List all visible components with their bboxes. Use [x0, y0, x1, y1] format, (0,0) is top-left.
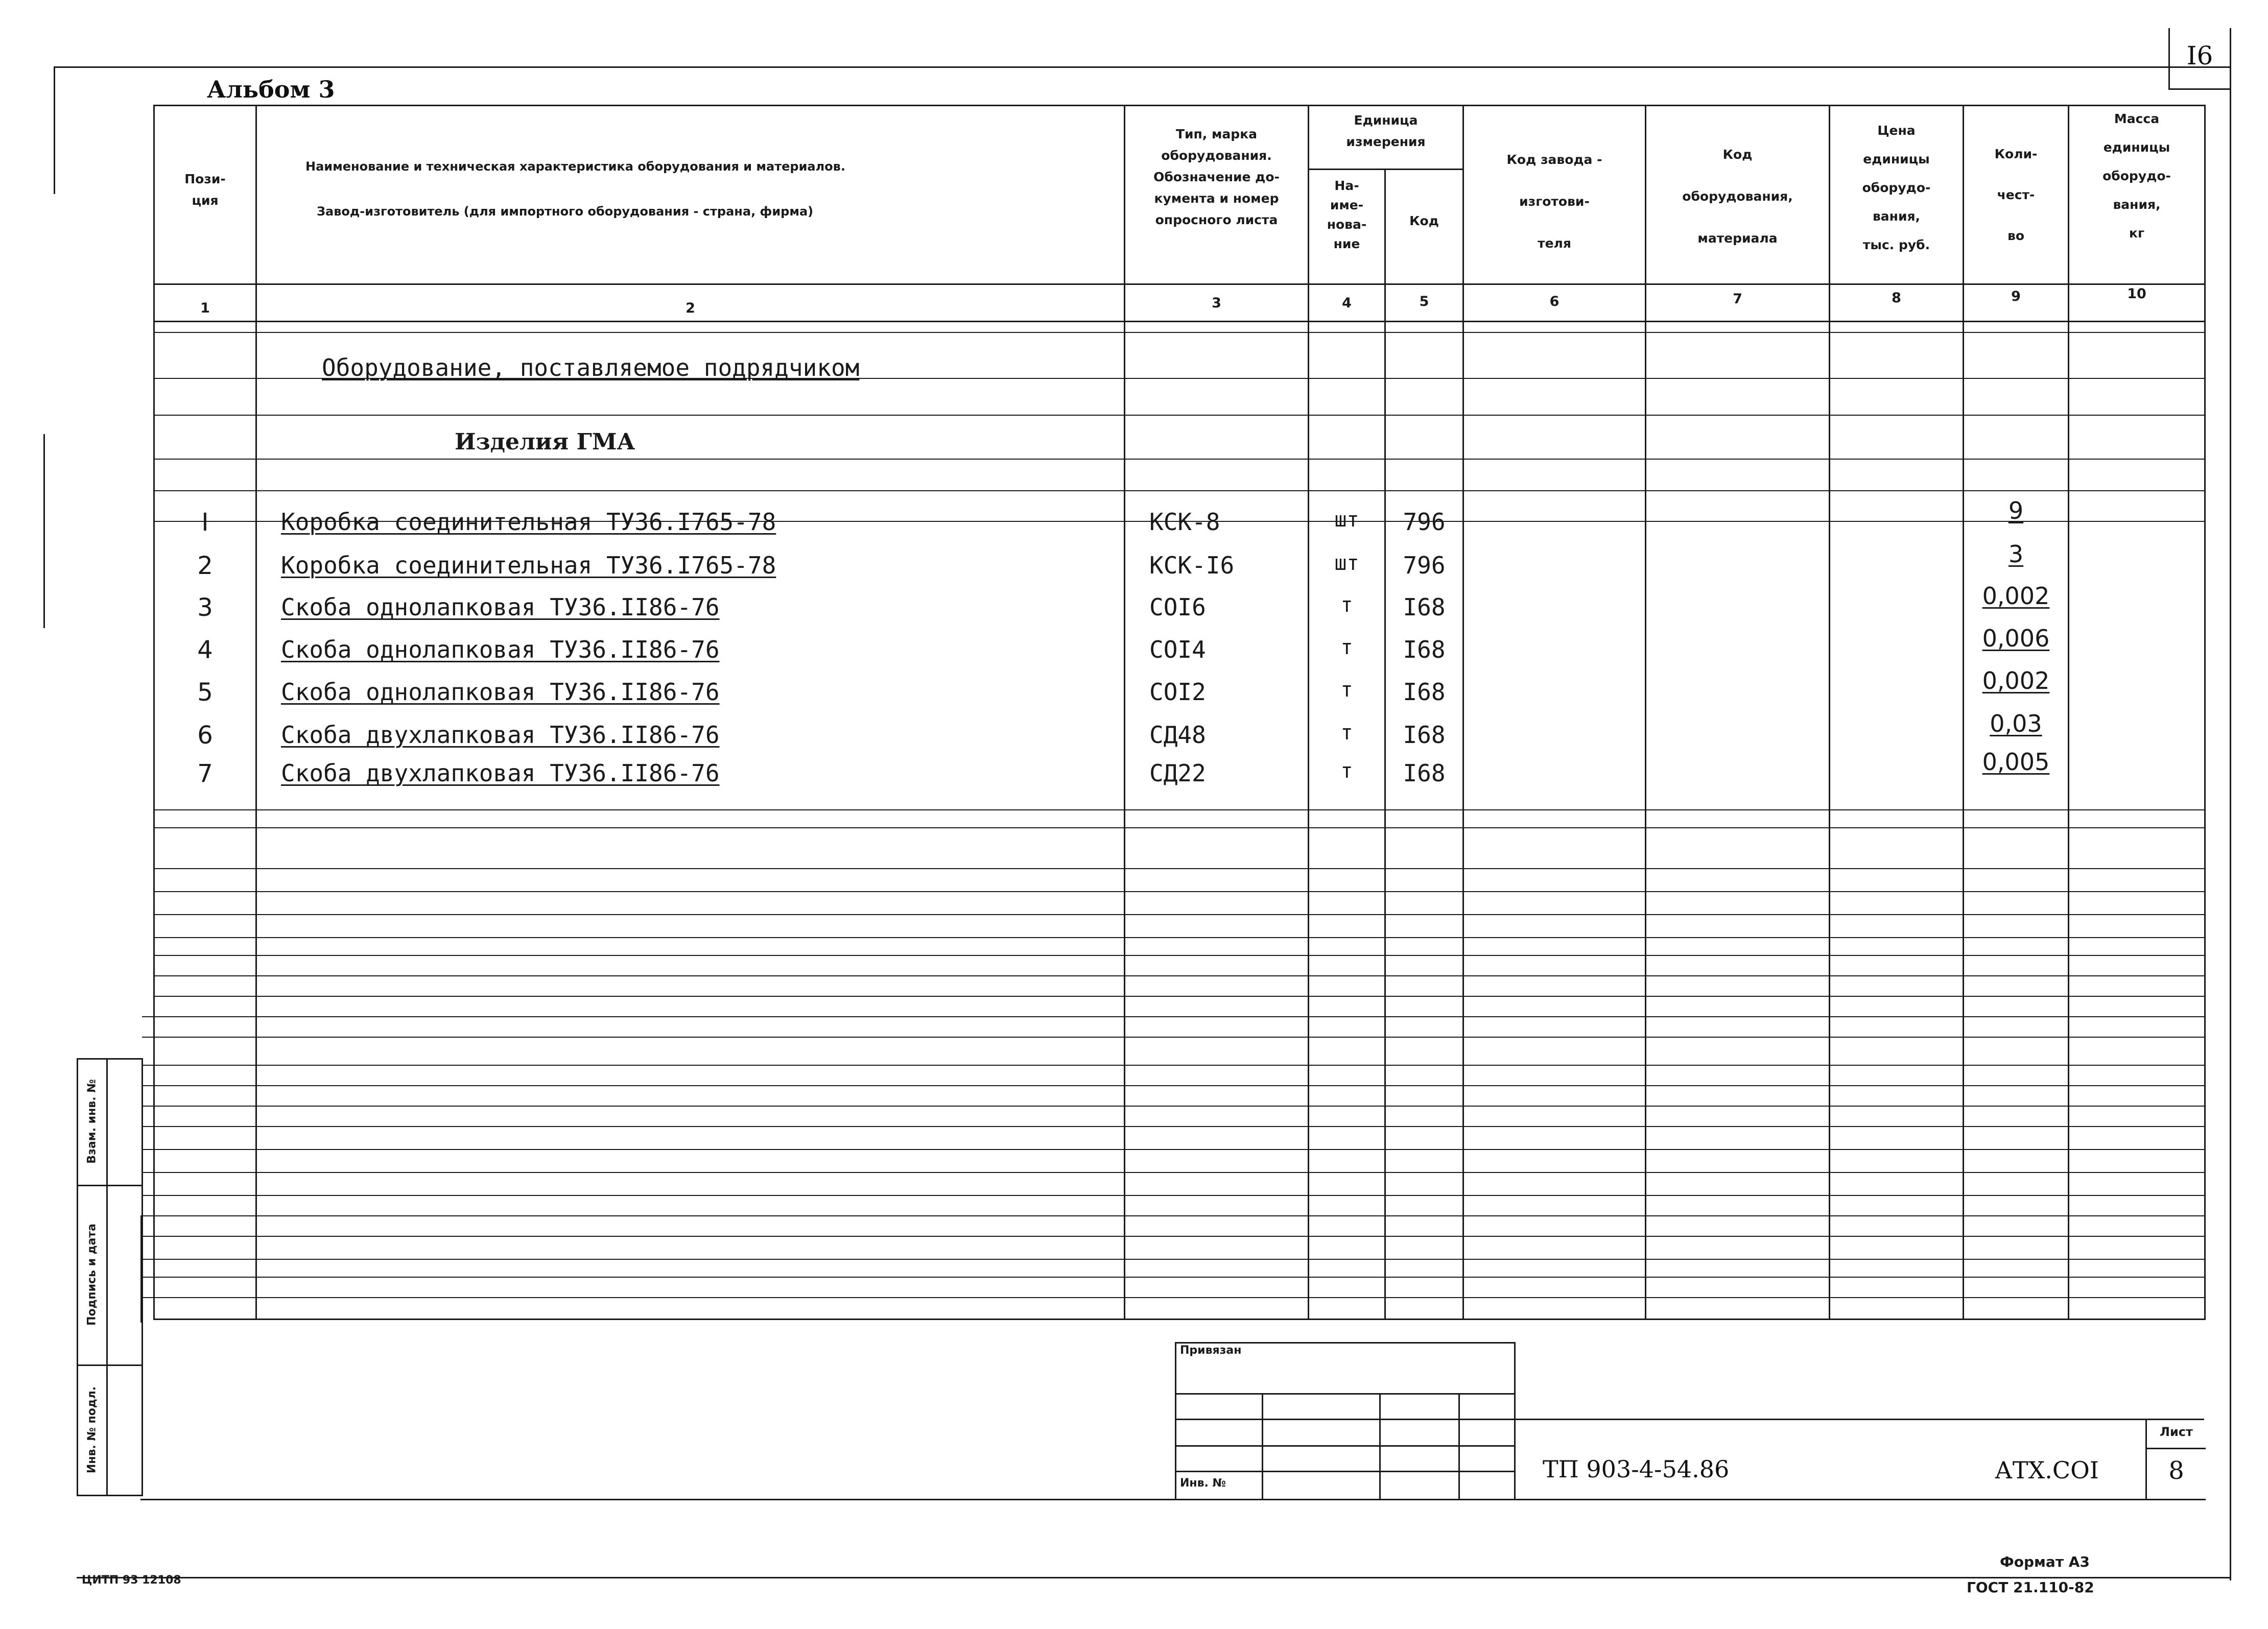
col2-header-line1: Наименование и техническая характеристика оборудования и материалов.	[305, 159, 845, 174]
row-position: 4	[197, 636, 213, 664]
row-line	[142, 1297, 2204, 1298]
row-line	[142, 1149, 2204, 1150]
row-line	[155, 891, 2204, 892]
col-line-3	[1308, 106, 1309, 1319]
col-line-5	[1462, 106, 1464, 1319]
spec-table-frame	[153, 105, 2206, 1320]
row-name: Скоба однолапковая ТУ36.II86-76	[281, 636, 720, 663]
row-position: 3	[197, 593, 213, 622]
row-name: Коробка соединительная ТУ36.I765-78	[281, 552, 776, 579]
binding-mark	[43, 434, 45, 628]
row-line	[155, 332, 2204, 333]
row-line	[155, 459, 2204, 460]
row-quantity: 0,002	[1982, 667, 2050, 694]
row-line	[155, 415, 2204, 416]
row-line	[142, 1215, 2204, 1216]
side-stamp-inv-podl: Инв. № подл.	[85, 1386, 99, 1474]
col9-header: Коли- чест- во	[1994, 147, 2038, 243]
corner-sheet-number: I6	[2186, 41, 2213, 70]
col-number-5: 5	[1419, 294, 1429, 309]
frame-right-line	[2230, 28, 2231, 1580]
col-line-7	[1829, 106, 1830, 1319]
list-number: 8	[2168, 1456, 2184, 1485]
row-code: I68	[1403, 636, 1446, 663]
col8-header: Цена единицы оборудо- вания, тыс. руб.	[1862, 123, 1931, 252]
row-unit: т	[1340, 593, 1353, 617]
unit-group-line	[1309, 169, 1462, 170]
row-code: I68	[1403, 593, 1446, 621]
album-label: Альбом 3	[207, 76, 335, 103]
row-line	[142, 1126, 2204, 1127]
frame-bottom-line	[77, 1577, 2231, 1578]
row-line	[155, 827, 2204, 828]
row-line	[142, 1037, 2204, 1038]
col-number-3: 3	[1212, 295, 1221, 311]
side-stamp-vzam: Взам. инв. №	[85, 1079, 99, 1164]
section-title: Оборудование, поставляемое подрядчиком	[322, 354, 860, 381]
row-line	[155, 937, 2204, 938]
frame-left-line	[54, 66, 55, 194]
row-unit: т	[1340, 678, 1353, 702]
col-line-1	[255, 106, 257, 1319]
row-unit: шт	[1334, 508, 1359, 532]
col-number-2: 2	[686, 300, 695, 316]
row-line	[155, 809, 2204, 810]
row-line	[142, 1277, 2204, 1278]
row-line	[155, 996, 2204, 997]
row-line	[142, 1065, 2204, 1066]
row-line	[142, 1085, 2204, 1086]
row-quantity: 9	[2008, 497, 2024, 524]
row-code: 796	[1403, 508, 1446, 536]
row-code: I68	[1403, 721, 1446, 749]
header-bottom-line	[155, 283, 2204, 285]
inv-number-label: Инв. №	[1180, 1477, 1226, 1490]
row-type: СД22	[1149, 759, 1206, 787]
col-number-8: 8	[1892, 290, 1901, 306]
row-line	[142, 1259, 2204, 1260]
document-code: ТП 903-4-54.86	[1543, 1455, 1730, 1483]
col-number-10: 10	[2127, 286, 2146, 302]
row-line	[142, 1016, 2204, 1017]
row-position: 6	[197, 721, 213, 750]
row-position: 5	[197, 678, 213, 707]
row-name: Коробка соединительная ТУ36.I765-78	[281, 508, 776, 536]
ciotp-label: ЦИТП 93 12108	[82, 1574, 181, 1587]
row-name: Скоба однолапковая ТУ36.II86-76	[281, 593, 720, 621]
privyazan-stamp	[1175, 1342, 1516, 1500]
row-unit: т	[1340, 636, 1353, 659]
row-line	[142, 1195, 2204, 1196]
row-line	[155, 955, 2204, 956]
row-name: Скоба однолапковая ТУ36.II86-76	[281, 678, 720, 706]
list-label: Лист	[2160, 1425, 2193, 1439]
row-unit: шт	[1334, 552, 1359, 575]
row-position: 2	[197, 552, 213, 580]
row-unit: т	[1340, 721, 1353, 745]
row-code: I68	[1403, 759, 1446, 787]
side-stamp-podpis: Подпись и дата	[85, 1224, 99, 1326]
col2-header-line2: Завод-изготовитель (для импортного оборудования - страна, фирма)	[317, 204, 814, 219]
row-type: КСК-I6	[1149, 552, 1235, 579]
row-type: СОI4	[1149, 636, 1206, 663]
col4-header: На- име- нова- ние	[1327, 178, 1367, 251]
row-type: СОI2	[1149, 678, 1206, 706]
gost-label: ГОСТ 21.110-82	[1967, 1579, 2094, 1596]
row-name: Скоба двухлапковая ТУ36.II86-76	[281, 721, 720, 749]
unit-group-header: Единица измерения	[1346, 113, 1426, 149]
row-quantity: 3	[2008, 540, 2024, 568]
row-line	[155, 490, 2204, 491]
row-type: СОI6	[1149, 593, 1206, 621]
col-number-line	[155, 321, 2204, 322]
row-code: I68	[1403, 678, 1446, 706]
row-line	[155, 868, 2204, 869]
row-quantity: 0,03	[1990, 710, 2042, 737]
col3-header: Тип, марка оборудования. Обозначение до- кумента и номер опросного листа	[1153, 127, 1280, 227]
row-code: 796	[1403, 552, 1446, 579]
row-line	[142, 1236, 2204, 1237]
format-label: Формат А3	[2000, 1553, 2090, 1570]
subsection-title: Изделия ГМА	[455, 429, 635, 455]
row-quantity: 0,002	[1982, 582, 2050, 610]
col-number-4: 4	[1342, 295, 1352, 311]
col1-header: Пози- ция	[184, 172, 226, 208]
row-type: КСК-8	[1149, 508, 1220, 536]
col-number-9: 9	[2011, 289, 2021, 304]
row-line	[142, 1106, 2204, 1107]
col-line-2	[1124, 106, 1125, 1319]
row-name: Скоба двухлапковая ТУ36.II86-76	[281, 759, 720, 787]
row-position: 7	[197, 759, 213, 788]
row-line	[155, 975, 2204, 976]
privyazan-label: Привязан	[1180, 1344, 1242, 1357]
row-line	[155, 914, 2204, 915]
row-type: СД48	[1149, 721, 1206, 749]
title-block-bottom	[140, 1499, 2206, 1500]
document-mark: АТХ.СОI	[1995, 1456, 2099, 1484]
col-line-6	[1645, 106, 1646, 1319]
col-number-6: 6	[1549, 294, 1560, 309]
row-unit: т	[1340, 759, 1353, 783]
row-position: I	[201, 508, 209, 537]
col-number-1: 1	[200, 300, 210, 316]
row-line	[142, 1172, 2204, 1173]
col10-header: Масса единицы оборудо- вания, кг	[2102, 111, 2171, 241]
col6-header: Код завода - изготови- теля	[1506, 152, 1602, 251]
frame-top-line	[54, 66, 2230, 68]
col7-header: Код оборудования, материала	[1682, 147, 1793, 246]
row-quantity: 0,006	[1982, 625, 2050, 652]
row-quantity: 0,005	[1982, 748, 2050, 776]
col-number-7: 7	[1733, 291, 1742, 307]
col5-header: Код	[1409, 213, 1439, 228]
